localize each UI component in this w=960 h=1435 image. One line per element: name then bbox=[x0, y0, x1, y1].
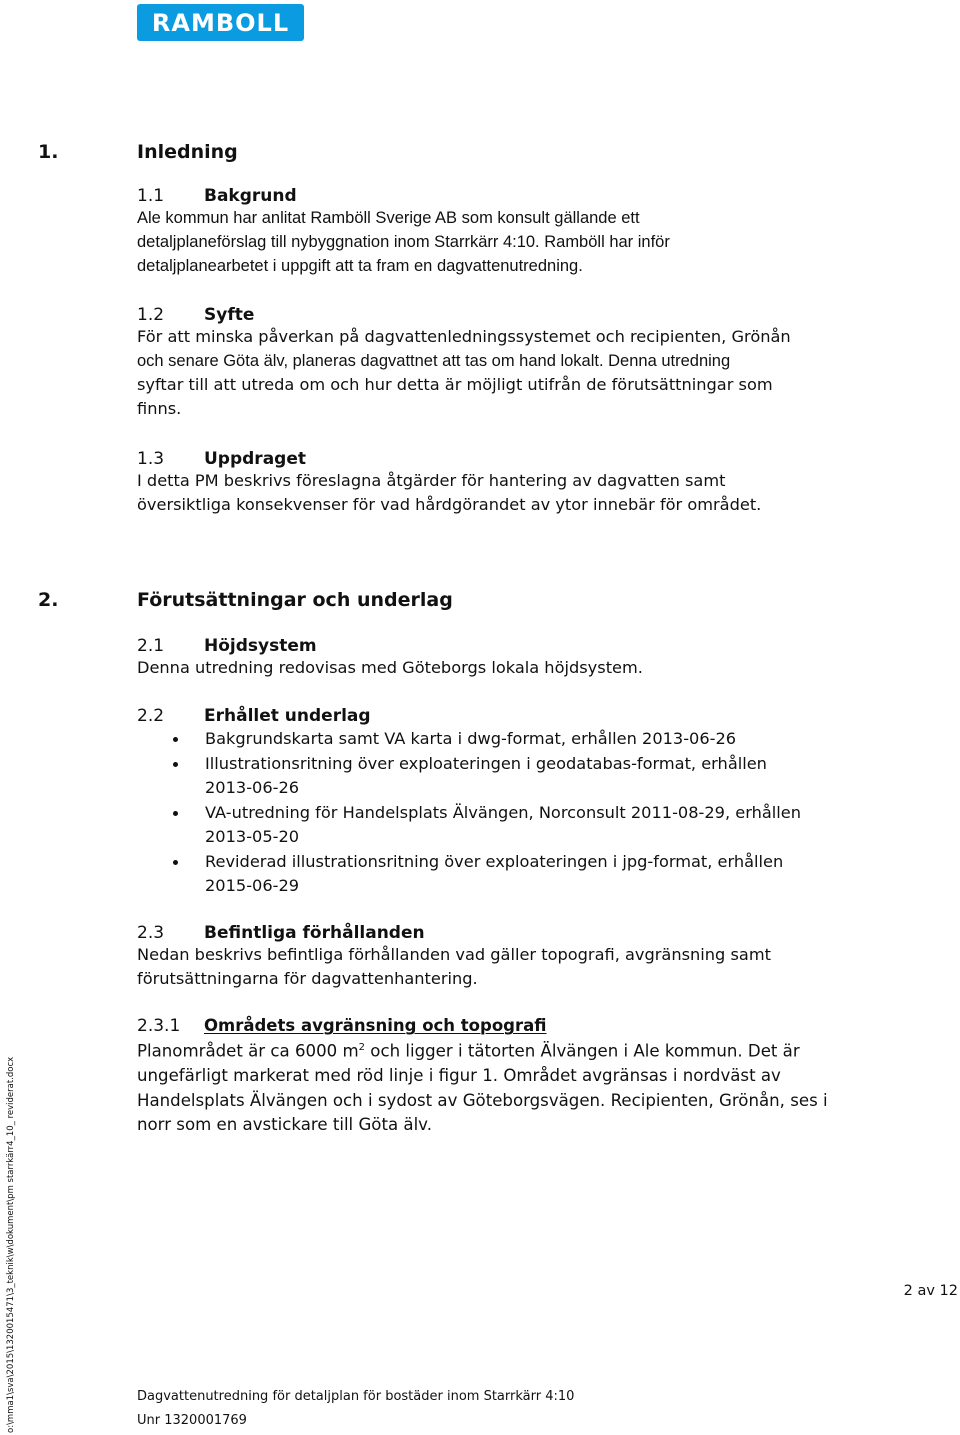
subsection-title: Erhållet underlag bbox=[204, 706, 371, 726]
paragraph-avgransning bbox=[137, 1036, 828, 1138]
list-item bbox=[137, 801, 897, 850]
subsection-2-2-heading bbox=[137, 706, 371, 726]
subsection-title: Uppdraget bbox=[204, 449, 306, 469]
text-line: syftar till att utreda om och hur detta är möjligt utifrån de förutsättningar som bbox=[137, 375, 773, 394]
subsection-number: 1.1 bbox=[137, 186, 165, 206]
text-line: För att minska påverkan på dagvattenledningssystemet och recipienten, Grönån bbox=[137, 327, 791, 346]
text-line: Ale kommun har anlitat Ramböll Sverige AB som konsult gällande ett bbox=[137, 209, 640, 227]
list-item bbox=[137, 752, 897, 801]
footer-unr: Unr 1320001769 bbox=[137, 1413, 247, 1428]
subsection-number: 2.3.1 bbox=[137, 1016, 181, 1036]
bullet-icon bbox=[173, 737, 178, 742]
text-line: Handelsplats Älvängen och i sydost av Göteborgsvägen. Recipienten, Grönån, ses i bbox=[137, 1090, 828, 1110]
list-item-text: 2015-06-29 bbox=[205, 876, 300, 895]
subsection-2-1-heading bbox=[137, 636, 317, 656]
section-number: 2. bbox=[38, 589, 59, 611]
list-item-text: Illustrationsritning över exploateringen i geodatabas-format, erhållen bbox=[205, 753, 767, 773]
subsection-title: Syfte bbox=[204, 305, 255, 325]
list-item-text: Reviderad illustrationsritning över exploateringen i jpg-format, erhållen bbox=[205, 851, 784, 871]
section-1-heading bbox=[38, 141, 238, 163]
paragraph-syfte bbox=[137, 325, 791, 421]
subsection-2-3-heading bbox=[137, 923, 425, 943]
subsection-title: Områdets avgränsning och topografi bbox=[204, 1016, 547, 1035]
text-line: finns. bbox=[137, 399, 182, 418]
text-segment: och ligger i tätorten Älvängen i Ale kommun. Det är bbox=[365, 1041, 800, 1061]
list-item bbox=[137, 727, 897, 752]
paragraph-hojdsystem bbox=[137, 656, 643, 680]
text-line: norr som en avstickare till Göta älv. bbox=[137, 1115, 432, 1135]
section-title: Förutsättningar och underlag bbox=[137, 589, 453, 611]
text-line: ungefärligt markerat med röd linje i figur 1. Området avgränsas i nordväst av bbox=[137, 1066, 781, 1086]
subsection-number: 1.2 bbox=[137, 305, 165, 325]
subsection-title: Höjdsystem bbox=[204, 636, 317, 656]
page-number: 2 av 12 bbox=[903, 1283, 958, 1299]
bullet-icon bbox=[173, 811, 178, 816]
text-line: Nedan beskrivs befintliga förhållanden vad gäller topografi, avgränsning samt bbox=[137, 945, 771, 964]
list-item bbox=[137, 850, 897, 899]
bullet-icon bbox=[173, 860, 178, 865]
subsection-number: 2.2 bbox=[137, 706, 165, 726]
underlag-list bbox=[137, 727, 897, 899]
bullet-icon bbox=[173, 762, 178, 767]
ramboll-logo: RAMBOLL bbox=[137, 4, 304, 41]
section-2-heading bbox=[38, 589, 453, 611]
file-path-vertical: o:\mma1\sva\2015\1320015471\3_teknik\w\dokument\pm starrkärr4_10_ reviderat.docx bbox=[6, 1056, 16, 1433]
text-line: och senare Göta älv, planeras dagvattnet att tas om hand lokalt. Denna utredning bbox=[137, 352, 731, 370]
list-item-text: Bakgrundskarta samt VA karta i dwg-format, erhållen 2013-06-26 bbox=[205, 729, 737, 748]
text-line: förutsättningarna för dagvattenhantering. bbox=[137, 969, 478, 988]
subsection-2-3-1-heading bbox=[137, 1016, 547, 1036]
text-segment: Planområdet är ca 6000 m bbox=[137, 1041, 359, 1061]
subsection-1-3-heading bbox=[137, 449, 306, 469]
list-item-text: 2013-06-26 bbox=[205, 778, 300, 797]
text-line: Denna utredning redovisas med Göteborgs lokala höjdsystem. bbox=[137, 658, 643, 677]
subsection-title: Bakgrund bbox=[204, 186, 297, 206]
superscript: 2 bbox=[358, 1042, 366, 1053]
footer-title: Dagvattenutredning för detaljplan för bostäder inom Starrkärr 4:10 bbox=[137, 1389, 575, 1404]
paragraph-bakgrund bbox=[137, 206, 670, 278]
section-title: Inledning bbox=[137, 141, 238, 163]
list-item-text: VA-utredning för Handelsplats Älvängen, Norconsult 2011-08-29, erhållen bbox=[205, 802, 801, 822]
text-line: detaljplanearbetet i uppgift att ta fram en dagvattenutredning. bbox=[137, 257, 583, 275]
list-item-text: 2013-05-20 bbox=[205, 827, 300, 846]
subsection-number: 2.1 bbox=[137, 636, 165, 656]
subsection-number: 2.3 bbox=[137, 923, 165, 943]
subsection-title: Befintliga förhållanden bbox=[204, 923, 425, 943]
text-line bbox=[137, 1036, 828, 1064]
paragraph-befintliga bbox=[137, 943, 771, 991]
subsection-1-2-heading bbox=[137, 305, 255, 325]
subsection-1-1-heading bbox=[137, 186, 297, 206]
text-line: detaljplaneförslag till nybyggnation inom Starrkärr 4:10. Ramböll har inför bbox=[137, 233, 670, 251]
subsection-number: 1.3 bbox=[137, 449, 165, 469]
text-line: översiktliga konsekvenser för vad hårdgörandet av ytor innebär för området. bbox=[137, 495, 762, 514]
paragraph-uppdraget bbox=[137, 469, 761, 517]
section-number: 1. bbox=[38, 141, 59, 163]
text-line: I detta PM beskrivs föreslagna åtgärder för hantering av dagvatten samt bbox=[137, 471, 726, 490]
